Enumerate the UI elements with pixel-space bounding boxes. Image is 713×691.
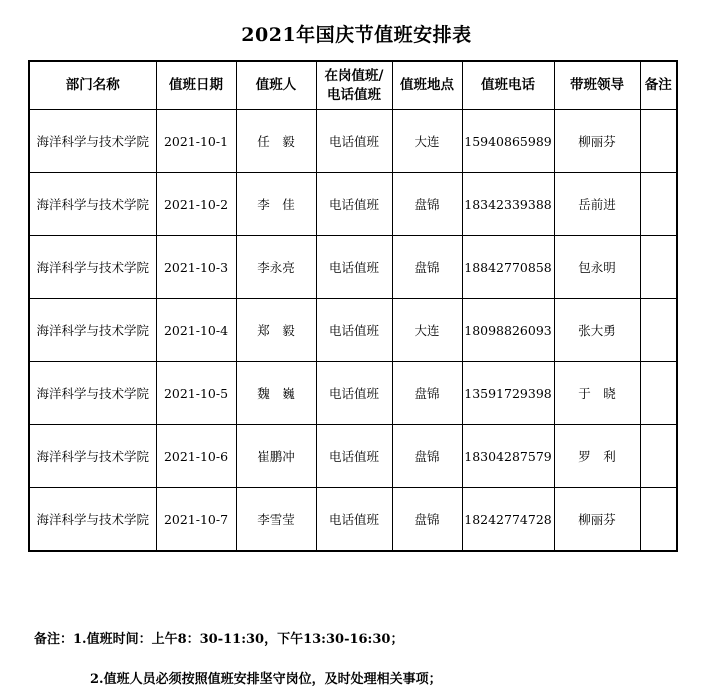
table-row	[29, 488, 677, 552]
duty-schedule-table	[28, 60, 678, 552]
header-remark: 备注	[640, 61, 677, 110]
cell-date: 2021-10-5	[156, 362, 236, 425]
cell-leader: 罗 利	[554, 425, 640, 488]
cell-date: 2021-10-3	[156, 236, 236, 299]
cell-leader: 包永明	[554, 236, 640, 299]
cell-department: 海洋科学与技术学院	[29, 236, 156, 299]
cell-date: 2021-10-6	[156, 425, 236, 488]
cell-duty-type: 电话值班	[316, 362, 392, 425]
header-person: 值班人	[236, 61, 316, 110]
page-title: 2021年国庆节值班安排表	[241, 24, 472, 46]
cell-leader: 柳丽芬	[554, 488, 640, 552]
cell-remark	[640, 173, 677, 236]
cell-leader: 于 晓	[554, 362, 640, 425]
cell-duty-type: 电话值班	[316, 488, 392, 552]
table-row	[29, 362, 677, 425]
header-duty-type	[316, 61, 392, 110]
cell-department: 海洋科学与技术学院	[29, 299, 156, 362]
cell-department: 海洋科学与技术学院	[29, 488, 156, 552]
table-row	[29, 299, 677, 362]
cell-person: 崔鹏冲	[236, 425, 316, 488]
cell-remark	[640, 425, 677, 488]
cell-remark	[640, 110, 677, 173]
cell-remark	[640, 488, 677, 552]
cell-person: 李雪莹	[236, 488, 316, 552]
note-line-2: 2.值班人员必须按照值班安排坚守岗位，及时处理相关事项；	[90, 672, 442, 687]
cell-department: 海洋科学与技术学院	[29, 173, 156, 236]
cell-department: 海洋科学与技术学院	[29, 425, 156, 488]
header-date: 值班日期	[156, 61, 236, 110]
cell-phone: 13591729398	[462, 362, 554, 425]
cell-remark	[640, 362, 677, 425]
cell-person: 李永亮	[236, 236, 316, 299]
header-duty-type-line1: 在岗值班/	[324, 67, 384, 84]
cell-location: 盘锦	[392, 236, 462, 299]
cell-duty-type: 电话值班	[316, 236, 392, 299]
cell-location: 盘锦	[392, 362, 462, 425]
cell-person: 李 佳	[236, 173, 316, 236]
cell-person: 郑 毅	[236, 299, 316, 362]
cell-department: 海洋科学与技术学院	[29, 362, 156, 425]
cell-date: 2021-10-7	[156, 488, 236, 552]
cell-remark	[640, 236, 677, 299]
header-phone: 值班电话	[462, 61, 554, 110]
cell-duty-type: 电话值班	[316, 173, 392, 236]
cell-remark	[640, 299, 677, 362]
table-header-row	[29, 61, 677, 110]
cell-phone: 18304287579	[462, 425, 554, 488]
cell-location: 盘锦	[392, 488, 462, 552]
cell-location: 盘锦	[392, 173, 462, 236]
cell-date: 2021-10-2	[156, 173, 236, 236]
cell-person: 魏 巍	[236, 362, 316, 425]
cell-phone: 18342339388	[462, 173, 554, 236]
table-row	[29, 173, 677, 236]
cell-phone: 18842770858	[462, 236, 554, 299]
header-department: 部门名称	[29, 61, 156, 110]
cell-duty-type: 电话值班	[316, 425, 392, 488]
header-leader: 带班领导	[554, 61, 640, 110]
cell-leader: 张大勇	[554, 299, 640, 362]
cell-location: 大连	[392, 110, 462, 173]
cell-phone: 18098826093	[462, 299, 554, 362]
header-location: 值班地点	[392, 61, 462, 110]
cell-phone: 15940865989	[462, 110, 554, 173]
header-duty-type-line2: 电话值班	[327, 86, 381, 103]
cell-location: 大连	[392, 299, 462, 362]
cell-phone: 18242774728	[462, 488, 554, 552]
cell-duty-type: 电话值班	[316, 299, 392, 362]
cell-leader: 柳丽芬	[554, 110, 640, 173]
cell-duty-type: 电话值班	[316, 110, 392, 173]
table-row	[29, 110, 677, 173]
cell-person: 任 毅	[236, 110, 316, 173]
table-row	[29, 425, 677, 488]
table-row	[29, 236, 677, 299]
cell-date: 2021-10-1	[156, 110, 236, 173]
cell-location: 盘锦	[392, 425, 462, 488]
cell-department: 海洋科学与技术学院	[29, 110, 156, 173]
cell-date: 2021-10-4	[156, 299, 236, 362]
note-line-1: 备注：1.值班时间：上午8：30-11:30，下午13:30-16:30；	[34, 632, 404, 647]
cell-leader: 岳前进	[554, 173, 640, 236]
